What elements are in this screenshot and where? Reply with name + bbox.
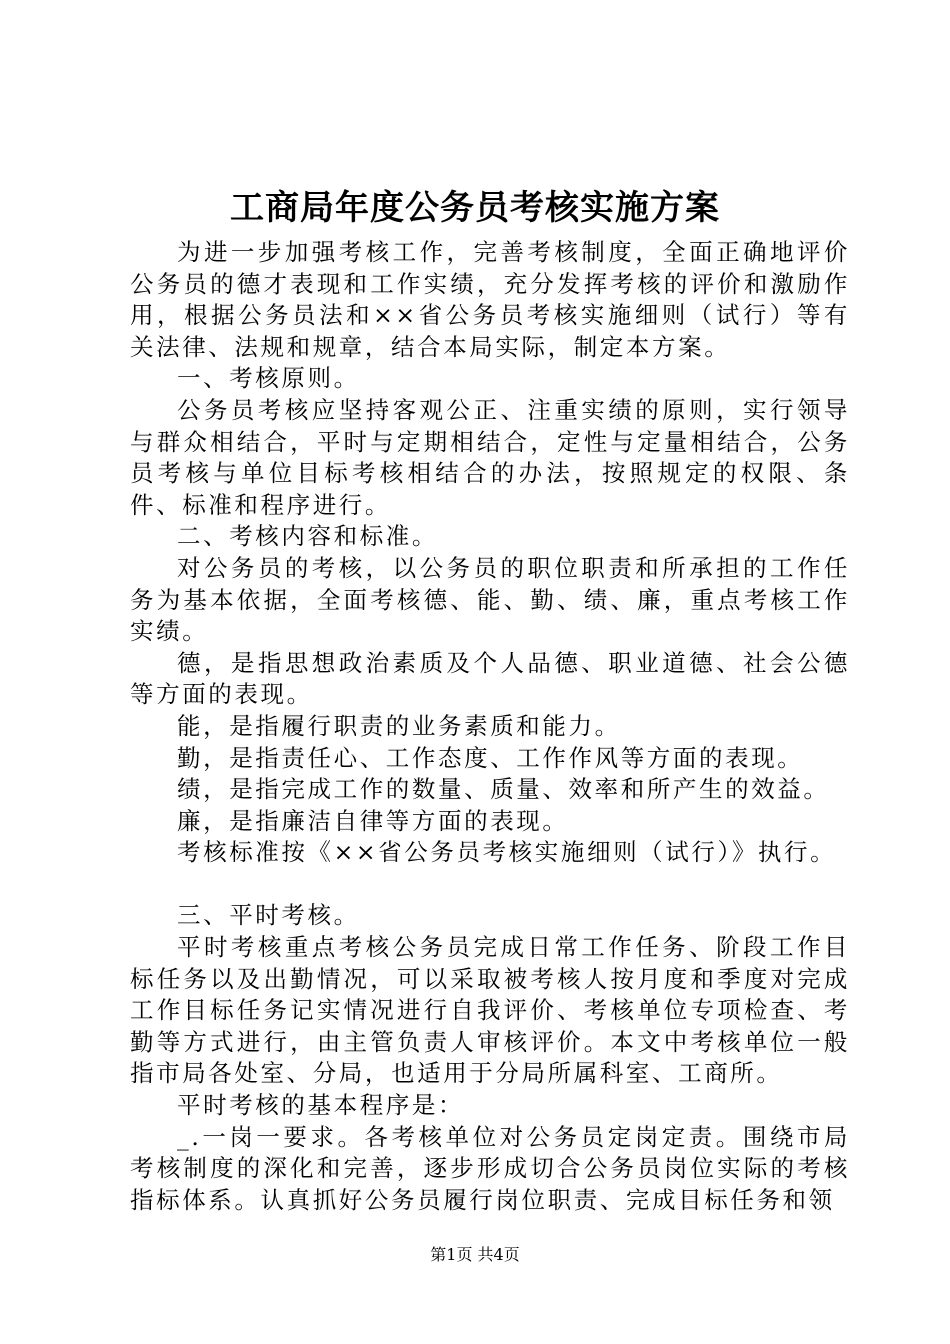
routine-paragraph: 平时考核重点考核公务员完成日常工作任务、阶段工作目标任务以及出勤情况，可以采取被考核人按月度和季度对完成工作目标任务记实情况进行自我评价、考核单位专项检查、考勤等方式进行，由主管负责人审核评价。本文中考核单位一般指市局各处室、分局，也适用于分局所属科室、工商所。 <box>130 933 850 1088</box>
principles-paragraph: 公务员考核应坚持客观公正、注重实绩的原则，实行领导与群众相结合，平时与定期相结合，定性与定量相结合，公务员考核与单位目标考核相结合的办法，按照规定的权限、条件、标准和程序进行。 <box>130 395 850 519</box>
page-number: 第1页 共4页 <box>430 1245 520 1264</box>
procedure-paragraph: _.一岗一要求。各考核单位对公务员定岗定责。围绕市局考核制度的深化和完善，逐步形成切合公务员岗位实际的考核指标体系。认真抓好公务员履行岗位职责、完成目标任务和领 <box>130 1122 850 1214</box>
neng-paragraph: 能，是指履行职责的业务素质和能力。 <box>177 711 621 740</box>
content-paragraph: 对公务员的考核，以公务员的职位职责和所承担的工作任务为基本依据，全面考核德、能、勤、绩、廉，重点考核工作实绩。 <box>130 553 850 646</box>
de-paragraph: 德，是指思想政治素质及个人品德、职业道德、社会公德等方面的表现。 <box>130 648 850 709</box>
document-title: 工商局年度公务员考核实施方案 <box>230 188 720 228</box>
intro-paragraph: 为进一步加强考核工作，完善考核制度，全面正确地评价公务员的德才表现和工作实绩，充分发挥考核的评价和激励作用，根据公务员法和××省公务员考核实施细则（试行）等有关法律、法规和规章，结合本局实际，制定本方案。 <box>130 238 850 361</box>
section-heading-principles: 一、考核原则。 <box>177 364 360 393</box>
procedure-heading: 平时考核的基本程序是： <box>177 1091 465 1120</box>
blank-line <box>130 869 850 901</box>
section-heading-routine: 三、平时考核。 <box>177 901 360 930</box>
lian-paragraph: 廉，是指廉洁自律等方面的表现。 <box>177 806 569 835</box>
section-heading-content: 二、考核内容和标准。 <box>177 522 438 551</box>
ji-paragraph: 绩，是指完成工作的数量、质量、效率和所产生的效益。 <box>177 775 830 804</box>
standard-paragraph: 考核标准按《××省公务员考核实施细则（试行）》执行。 <box>177 838 837 867</box>
document-body <box>130 237 850 1216</box>
qin-paragraph: 勤，是指责任心、工作态度、工作作风等方面的表现。 <box>177 743 804 772</box>
